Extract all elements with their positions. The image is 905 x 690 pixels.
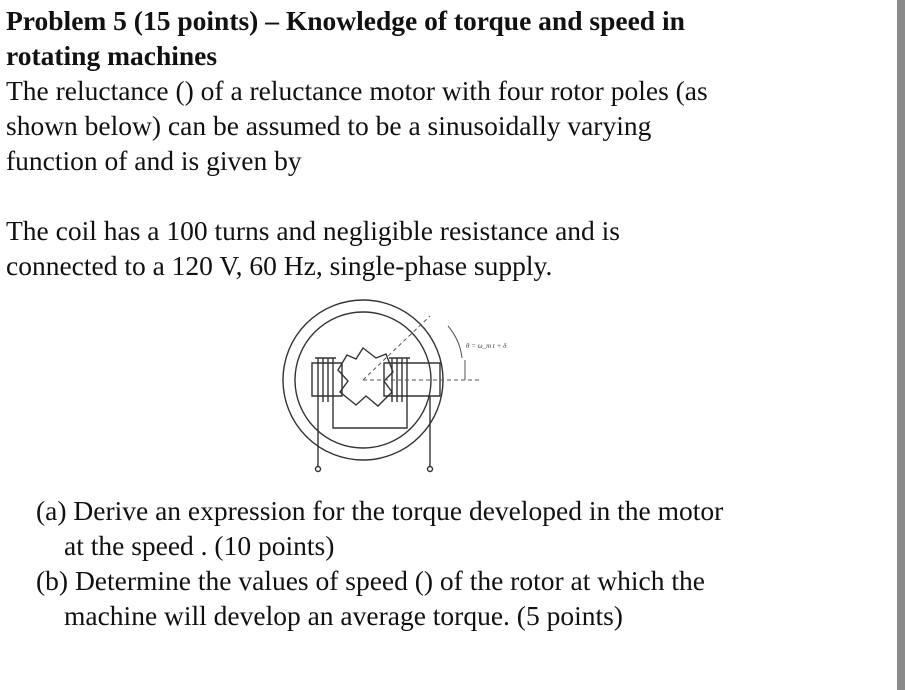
intro-text-line-2: shown below) can be assumed to be a sinusoidally varying <box>6 110 652 141</box>
coil-text-line-1: The coil has a 100 turns and negligible resistance and is <box>6 215 620 246</box>
question-a-line-2: at the speed . (10 points) <box>64 530 335 561</box>
question-b-line-1: (b) Determine the values of speed () of the rotor at which the <box>36 565 705 596</box>
series-link-wire <box>333 402 407 428</box>
problem-title-line-1: Problem 5 (15 points) – Knowledge of torque and speed in <box>6 5 685 36</box>
terminal-right <box>428 467 433 472</box>
intro-text-line-1: The reluctance () of a reluctance motor with four rotor poles (as <box>6 75 708 106</box>
terminal-left <box>316 467 321 472</box>
question-b-line-2: machine will develop an average torque. (5 points) <box>64 600 623 631</box>
angle-label: θ = ω_m t + δ <box>466 342 507 350</box>
reluctance-motor-diagram <box>280 288 530 478</box>
problem-title-line-2: rotating machines <box>6 40 218 71</box>
intro-text-line-3: function of and is given by <box>6 145 302 176</box>
stator-left-pole <box>312 363 342 396</box>
angle-arc <box>448 326 462 358</box>
coil-text-line-2: connected to a 120 V, 60 Hz, single-phase supply. <box>6 250 553 281</box>
page-edge-scrollbar <box>897 0 905 690</box>
question-a-line-1: (a) Derive an expression for the torque developed in the motor <box>36 495 724 526</box>
